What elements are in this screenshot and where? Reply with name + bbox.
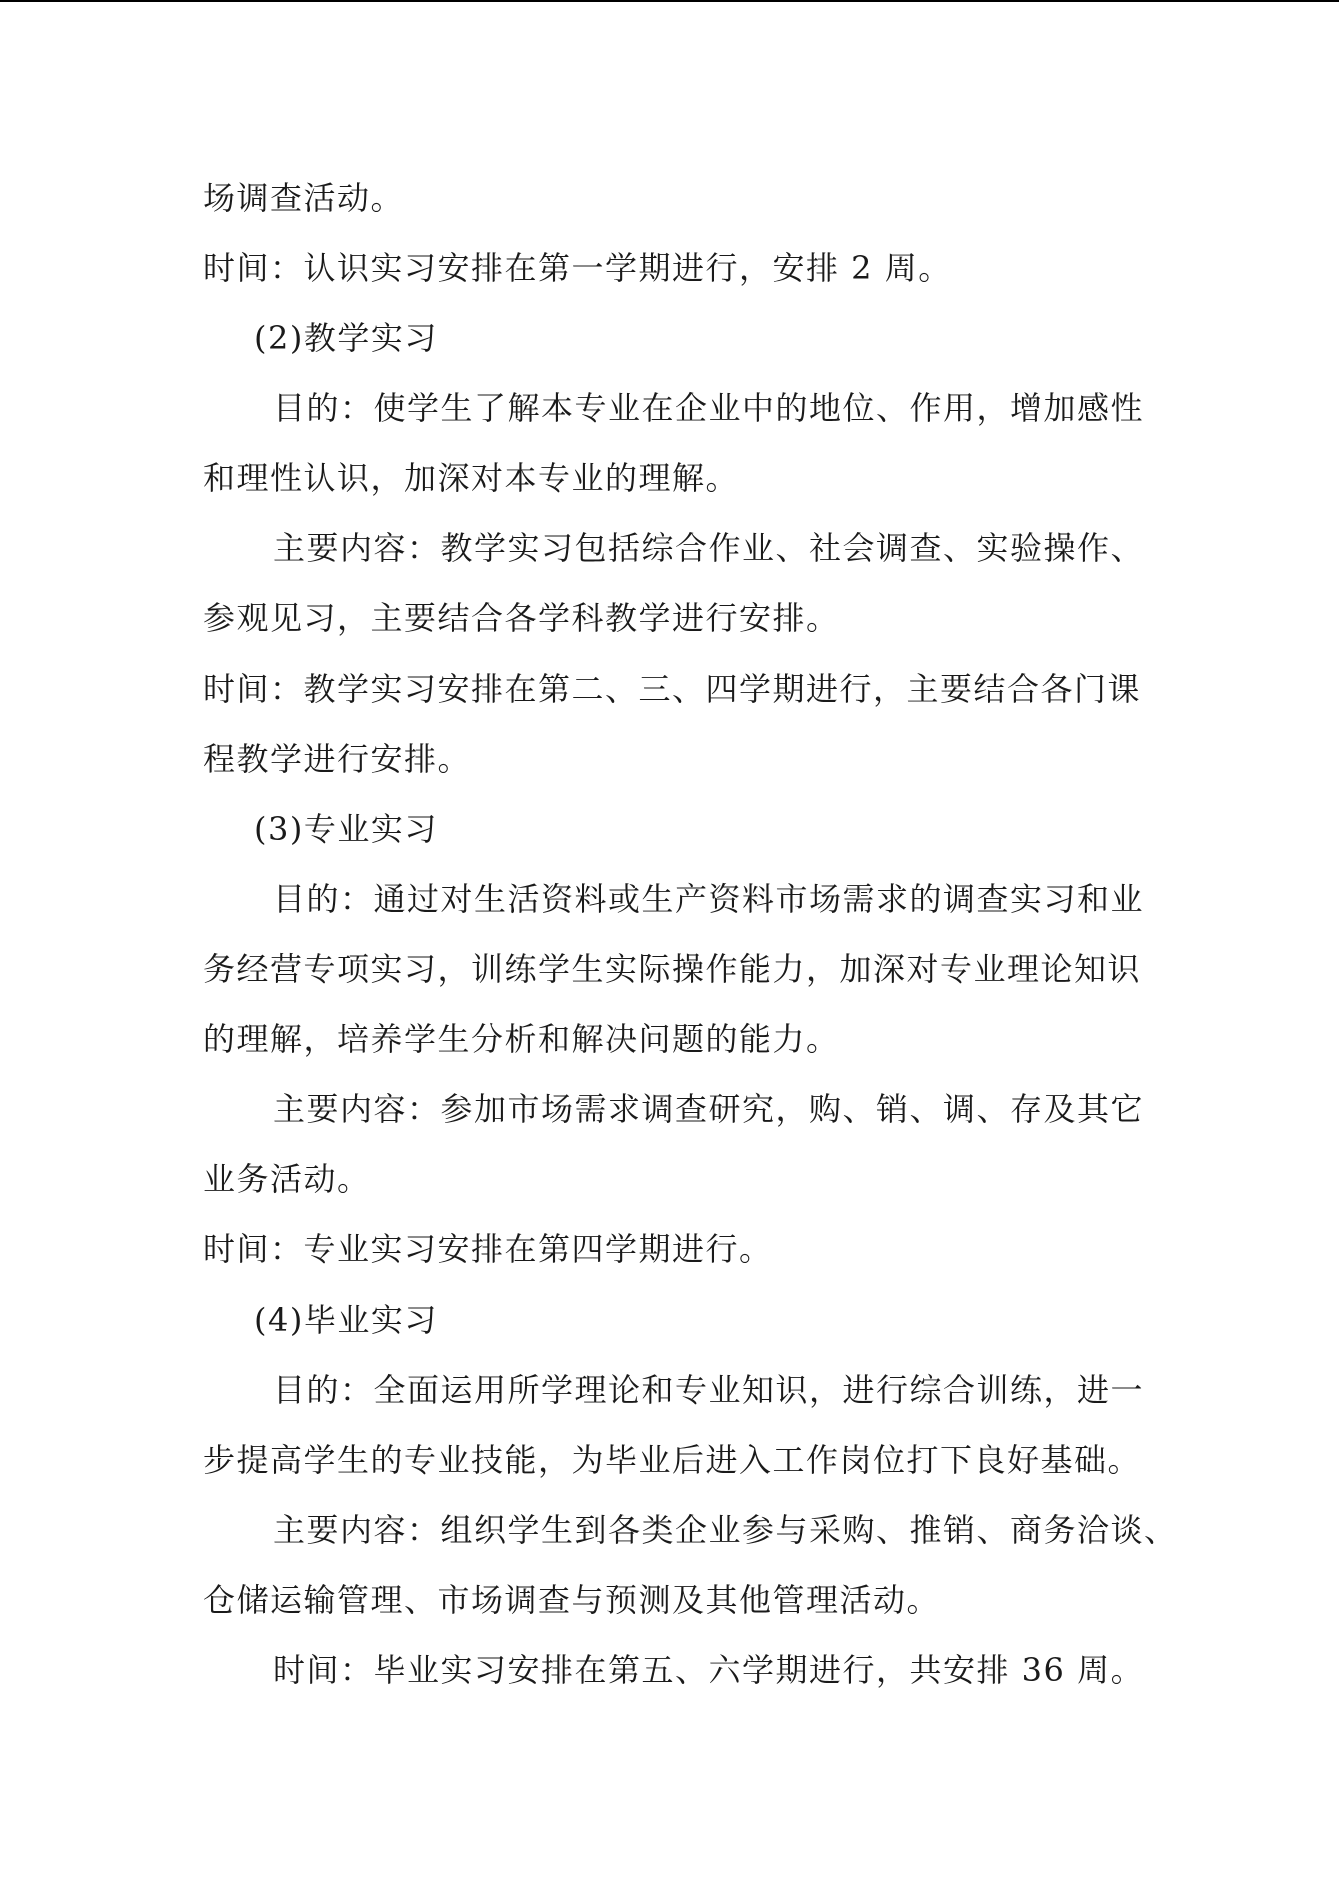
section-heading: (4)毕业实习: [254, 1301, 438, 1339]
text-line: 的理解，培养学生分析和解决问题的能力。: [203, 1020, 840, 1058]
text-line: 场调查活动。: [203, 179, 405, 217]
section-heading: (3)专业实习: [254, 810, 438, 848]
text-line: 时间：毕业实习安排在第五、六学期进行，共安排 36 周。: [273, 1651, 1145, 1689]
text-line: 目的：通过对生活资料或生产资料市场需求的调查实习和业: [273, 880, 1145, 918]
text-line: 和理性认识，加深对本专业的理解。: [203, 459, 740, 497]
text-line: 参观见习，主要结合各学科教学进行安排。: [203, 599, 840, 637]
section-heading: (2)教学实习: [254, 319, 438, 357]
text-line: 目的：全面运用所学理论和专业知识，进行综合训练，进一: [273, 1371, 1145, 1409]
text-line: 业务活动。: [203, 1160, 371, 1198]
text-line: 仓储运输管理、市场调查与预测及其他管理活动。: [203, 1581, 941, 1619]
text-line: 程教学进行安排。: [203, 740, 472, 778]
text-line: 目的：使学生了解本专业在企业中的地位、作用，增加感性: [273, 389, 1145, 427]
text-line: 主要内容：组织学生到各类企业参与采购、推销、商务洽谈、: [273, 1511, 1178, 1549]
text-line: 时间：认识实习安排在第一学期进行，安排 2 周。: [203, 249, 952, 287]
text-line: 时间：教学实习安排在第二、三、四学期进行，主要结合各门课: [203, 670, 1142, 708]
text-line: 务经营专项实习，训练学生实际操作能力，加深对专业理论知识: [203, 950, 1142, 988]
text-line: 步提高学生的专业技能，为毕业后进入工作岗位打下良好基础。: [203, 1441, 1142, 1479]
text-line: 主要内容：教学实习包括综合作业、社会调查、实验操作、: [273, 529, 1145, 567]
text-line: 主要内容：参加市场需求调查研究，购、销、调、存及其它: [273, 1090, 1145, 1128]
text-line: 时间：专业实习安排在第四学期进行。: [203, 1230, 773, 1268]
